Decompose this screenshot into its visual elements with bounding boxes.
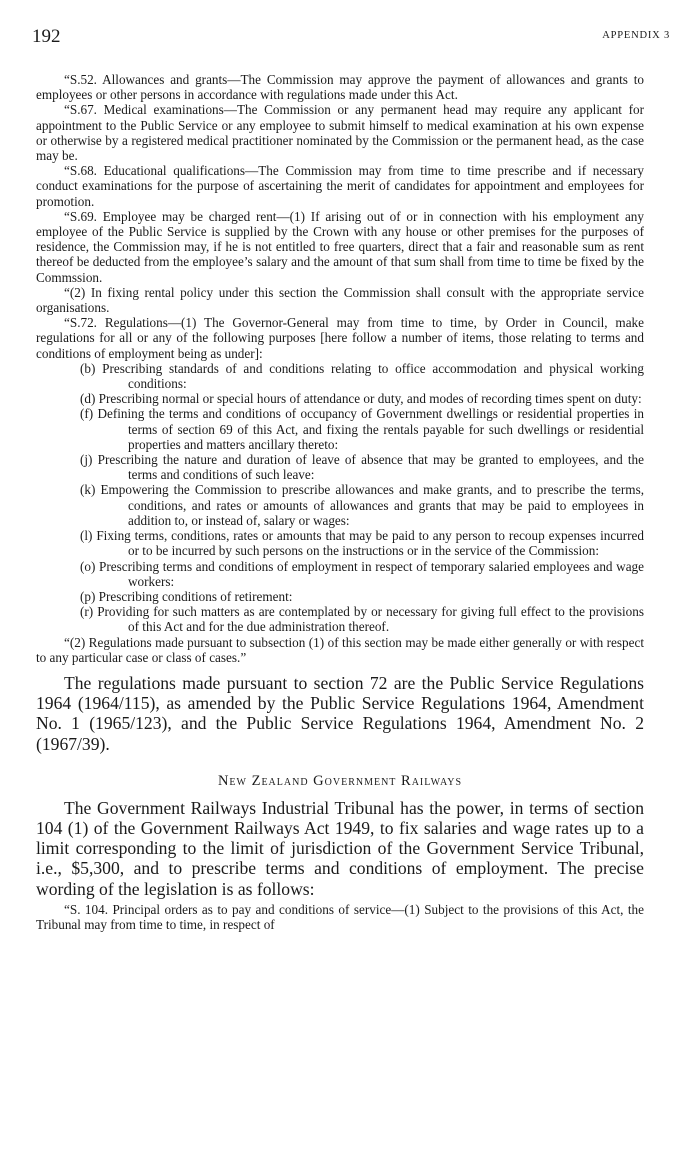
page-header <box>28 26 670 52</box>
regulation-item-j: (j) Prescribing the nature and duration of leave of absence that may be granted to employees, and the terms and conditions of such leave: <box>80 452 644 483</box>
quoted-sections <box>36 72 644 361</box>
closing-quote-block <box>36 635 644 665</box>
page-body <box>36 72 644 932</box>
regulation-item-p: (p) Prescribing conditions of retirement: <box>80 588 293 604</box>
regulation-item-f: (f) Defining the terms and conditions of occupancy of Government dwellings or residential properties in terms of section 69 of this Act, and fixing the rentals payable for such dwellings or residential properties and matters ancillary thereto: <box>80 406 644 452</box>
regulation-item-r: (r) Providing for such matters as are contemplated by or necessary for giving full effect to the provisions of this Act and for the due administration thereof. <box>80 604 644 635</box>
closing-quote: “(2) Regulations made pursuant to subsection (1) of this section may be made either generally or with respect to any particular case or class of cases.” <box>36 634 644 665</box>
section-67-paragraph: “S.67. Medical examinations—The Commission or any permanent head may require any applicant for appointment to the Public Service or any employee to submit himself to medical examination at his own expense or otherwise by a registered medical practitioner nominated by the Commission or the permanent head, as the case may be. <box>36 102 644 164</box>
section-69-paragraph: “S.69. Employee may be charged rent—(1) If arising out of or in connection with his employment any employee of the Public Service is supplied by the Crown with any house or other premises for the purposes of residence, the Commission may, if he is not entitled to free quarters, direct that a fair and reasonable sum as rent thereof be deducted from the employee’s salary and the amount of that sum shall from time to time be fixed by the Commssion. <box>36 208 644 285</box>
section-72-paragraph: “S.72. Regulations—(1) The Governor-General may from time to time, by Order in Council, make regulations for all or any of the following purposes [here follow a number of items, those relating to terms and conditions of employment being as under]: <box>36 315 644 361</box>
regulation-item-b: (b) Prescribing standards of and conditions relating to office accommodation and physical working conditions: <box>80 360 644 392</box>
regulation-item-o: (o) Prescribing terms and conditions of employment in respect of temporary salaried employees and wage workers: <box>80 558 644 589</box>
railways-paragraph: The Government Railways Industrial Tribunal has the power, in terms of section 104 (1) of the Government Railways Act 1949, to fix salaries and wage rates up to a limit corresponding to the limit of jurisdiction of the Government Service Tribunal, i.e., $5,300, and to prescribe terms and conditions of employment. The precise wording of the legislation is as follows: <box>36 797 644 899</box>
running-head: APPENDIX 3 <box>602 30 670 41</box>
regulations-paragraph: The regulations made pursuant to section 72 are the Public Service Regulations 1964 (1964/115), as amended by the Public Service Regulations 1964, Amendment No. 1 (1965/123), and the Public Service Regulations 1964, Amendment No. 2 (1967/39). <box>36 672 644 754</box>
s104-quote: “S. 104. Principal orders as to pay and conditions of service—(1) Subject to the provisions of this Act, the Tribunal may from time to time, in respect of <box>36 901 644 932</box>
regulation-item-k: (k) Empowering the Commission to prescribe allowances and make grants, and to prescribe the terms, conditions, and rates or amounts of allowances and grants that may be paid to employees in addition to, or instead of, salary or wages: <box>80 482 644 528</box>
section-heading: New Zealand Government Railways <box>217 772 463 789</box>
regulations-block <box>36 673 644 754</box>
section-69-subsection-2: “(2) In fixing rental policy under this section the Commission shall consult with the appropriate service organisations. <box>36 284 644 316</box>
regulation-item-d: (d) Prescribing normal or special hours of attendance or duty, and modes of recording times spent on duty: <box>80 391 642 407</box>
section-52-paragraph: “S.52. Allowances and grants—The Commission may approve the payment of allowances and grants to employees or other persons in accordance with regulations made under this Act. <box>36 72 644 103</box>
s104-block <box>36 902 644 932</box>
regulation-item-l: (l) Fixing terms, conditions, rates or amounts that may be paid to any person to recoup expenses incurred or to be incurred by such persons on the instructions or in the service of the Commission: <box>80 528 644 559</box>
railways-block <box>36 798 644 899</box>
regulation-items-list <box>80 361 644 635</box>
section-68-paragraph: “S.68. Educational qualifications—The Commission may from time to time prescribe and if necessary conduct examinations for the purpose of ascertaining the merit of candidates for appointment and employees for promotion. <box>36 163 644 209</box>
page-number: 192 <box>32 26 61 47</box>
